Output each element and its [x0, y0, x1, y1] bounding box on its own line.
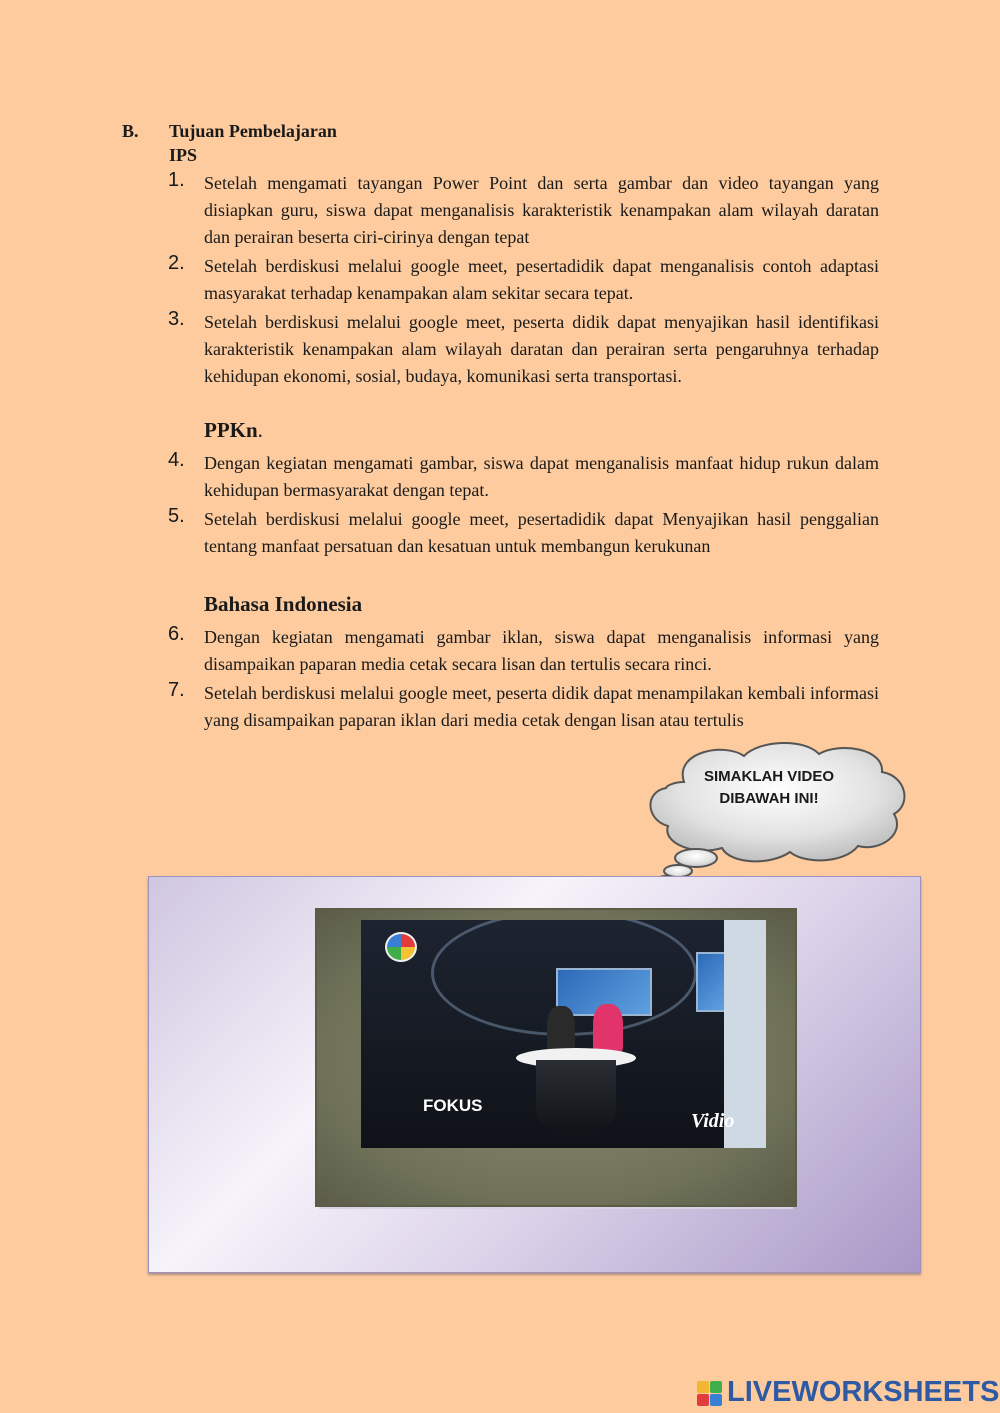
- item-number: 7.: [168, 679, 185, 701]
- liveworksheets-logo-icon: [697, 1381, 723, 1407]
- subject-ppkn-dot: .: [257, 418, 263, 442]
- news-desk-base: [536, 1060, 616, 1130]
- item-text: Dengan kegiatan mengamati gambar iklan, siswa dapat menganalisis informasi yang disampaikan paparan media cetak secara lisan dan tertulis secara rinci.: [204, 627, 879, 674]
- cloud-shape: [644, 742, 914, 887]
- item-text: Setelah berdiskusi melalui google meet, peserta didik dapat menyajikan hasil identifikasi karakteristik kenampakan alam wilayah daratan dan perairan serta pengaruhnya terhadap kehidupan ekonomi, sosial, budaya, komunikasi serta transportasi.: [204, 312, 879, 386]
- section-letter: B.: [122, 121, 139, 141]
- subject-ppkn-label: PPKn: [204, 418, 258, 442]
- item-text: Setelah mengamati tayangan Power Point dan serta gambar dan video tayangan yang disiapkan guru, siswa dapat menganalisis karakteristik kenampakan alam wilayah daratan dan perairan beserta ciri-cirinya dengan tepat: [204, 173, 879, 247]
- item-text: Setelah berdiskusi melalui google meet, pesertadidik dapat menganalisis contoh adaptasi masyarakat terhadap kenampakan alam sekitar secara tepat.: [204, 256, 879, 303]
- objective-item: [168, 506, 879, 560]
- objective-item: [168, 309, 879, 390]
- fokus-logo: FOKUS: [423, 1096, 483, 1115]
- liveworksheets-brand[interactable]: LIVEWORKSHEETS: [727, 1376, 1000, 1408]
- item-text: Setelah berdiskusi melalui google meet, pesertadidik dapat Menyajikan hasil penggalian tentang manfaat persatuan dan kesatuan untuk membangun kerukunan: [204, 509, 879, 556]
- video-frame: [317, 910, 795, 1205]
- channel-logo-icon: [385, 932, 417, 962]
- objective-item: [168, 680, 879, 734]
- section-title: Tujuan Pembelajaran: [169, 121, 337, 141]
- video-panel: [148, 876, 921, 1273]
- item-text: Setelah berdiskusi melalui google meet, peserta didik dapat menampilakan kembali informasi yang disampaikan paparan iklan dari media cetak dengan lisan atau tertulis: [204, 683, 879, 730]
- item-number: 1.: [168, 169, 185, 191]
- vidio-logo: Vidio: [691, 1110, 735, 1132]
- callout-line-1: SIMAKLAH VIDEO: [703, 768, 834, 785]
- objective-item: [168, 624, 879, 678]
- subject-ppkn: [204, 418, 263, 443]
- subject-ips: IPS: [169, 145, 198, 165]
- item-number: 3.: [168, 308, 185, 330]
- objective-item: [168, 170, 879, 251]
- callout-text: [684, 766, 854, 810]
- video-player[interactable]: [361, 920, 766, 1148]
- item-number: 5.: [168, 505, 185, 527]
- item-number: 2.: [168, 252, 185, 274]
- item-number: 4.: [168, 449, 185, 471]
- callout-line-2: DIBAWAH INI!: [719, 790, 819, 807]
- item-number: 6.: [168, 623, 185, 645]
- news-anchor-male: [547, 1006, 575, 1054]
- news-anchor-female: [593, 1004, 623, 1052]
- subject-bahasa-indonesia: Bahasa Indonesia: [204, 592, 363, 616]
- item-text: Dengan kegiatan mengamati gambar, siswa dapat menganalisis manfaat hidup rukun dalam kehidupan bermasyarakat dengan tepat.: [204, 453, 879, 500]
- thought-cloud-callout: [644, 742, 914, 887]
- objective-item: [168, 450, 879, 504]
- objective-item: [168, 253, 879, 307]
- studio-monitor: [696, 952, 726, 1012]
